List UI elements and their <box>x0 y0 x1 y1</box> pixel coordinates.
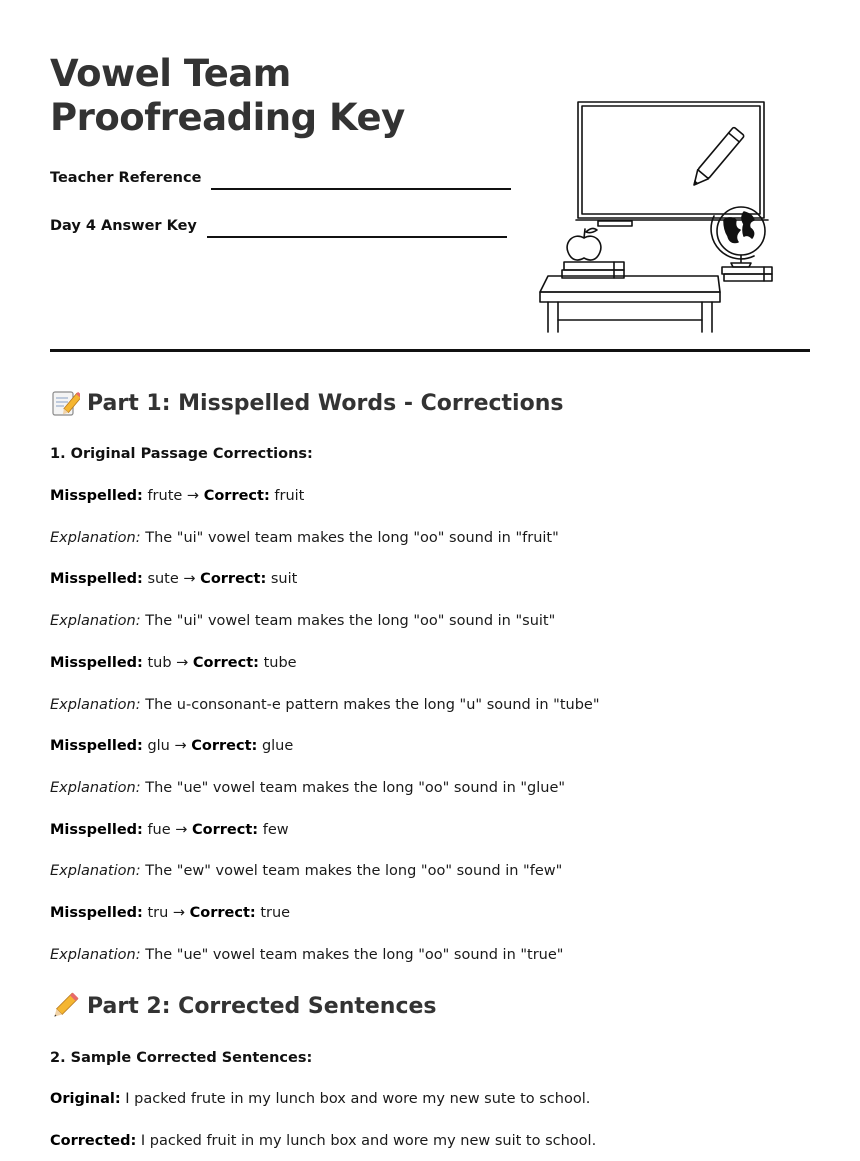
correct-word: tube <box>263 654 297 671</box>
corrected-sentence <box>50 1133 596 1149</box>
pencil-icon <box>689 127 745 190</box>
explanation-row <box>50 530 559 546</box>
answer-key-field <box>50 214 507 238</box>
correct-label: Correct: <box>189 905 256 921</box>
part1-subheading: 1. Original Passage Corrections: <box>50 446 313 462</box>
explanation-text: The u-consonant-e pattern makes the long "u" sound in "tube" <box>145 696 600 713</box>
correct-label: Correct: <box>192 654 259 671</box>
explanation-text: The "ui" vowel team makes the long "oo" sound in "fruit" <box>145 529 559 546</box>
misspelled-row <box>50 655 297 671</box>
arrow-icon: → <box>186 488 200 504</box>
correct-word: glue <box>261 738 294 755</box>
misspelled-row <box>50 488 304 504</box>
answer-key-label: Day 4 Answer Key <box>50 218 197 234</box>
answer-key-line <box>207 214 507 238</box>
original-text: I packed frute in my lunch box and wore my new sute to school. <box>125 1091 591 1107</box>
correct-word: suit <box>270 571 298 588</box>
part1-heading-text: Part 1: Misspelled Words - Corrections <box>87 390 564 416</box>
arrow-icon: → <box>176 654 189 671</box>
explanation-text: The "ew" vowel team makes the long "oo" sound in "few" <box>145 863 563 880</box>
desk-icon <box>540 276 720 332</box>
explanation-row <box>50 613 555 629</box>
page-title <box>50 52 405 140</box>
explanation-label: Explanation: <box>50 613 141 630</box>
explanation-row <box>50 697 599 713</box>
corrected-label: Corrected: <box>50 1133 137 1149</box>
misspelled-label: Misspelled: <box>50 571 143 588</box>
misspelled-label: Misspelled: <box>50 821 143 838</box>
correct-label: Correct: <box>192 821 259 838</box>
original-sentence <box>50 1091 590 1107</box>
misspelled-word: tru <box>147 905 169 921</box>
correct-label: Correct: <box>191 738 258 755</box>
header-divider <box>50 349 810 352</box>
books-right-icon <box>722 267 772 281</box>
explanation-text: The "ue" vowel team makes the long "oo" sound in "true" <box>145 946 564 963</box>
arrow-icon: → <box>175 821 188 838</box>
original-label: Original: <box>50 1091 121 1107</box>
explanation-label: Explanation: <box>50 696 141 713</box>
classroom-illustration <box>538 96 784 336</box>
title-line-2: Proofreading Key <box>50 96 405 139</box>
explanation-label: Explanation: <box>50 863 141 880</box>
arrow-icon: → <box>183 571 196 588</box>
part2-subheading: 2. Sample Corrected Sentences: <box>50 1050 313 1066</box>
part1-heading <box>50 388 563 418</box>
misspelled-word: fue <box>147 821 171 838</box>
misspelled-row <box>50 738 293 754</box>
misspelled-row <box>50 905 290 921</box>
misspelled-label: Misspelled: <box>50 905 143 921</box>
explanation-row <box>50 780 565 796</box>
explanation-text: The "ue" vowel team makes the long "oo" sound in "glue" <box>145 779 566 796</box>
correct-label: Correct: <box>203 488 270 504</box>
correct-word: fruit <box>274 488 305 504</box>
arrow-icon: → <box>174 738 187 755</box>
explanation-row <box>50 863 562 879</box>
teacher-reference-label: Teacher Reference <box>50 170 202 186</box>
misspelled-word: glu <box>147 738 170 755</box>
correct-word: few <box>262 821 289 838</box>
explanation-label: Explanation: <box>50 529 141 546</box>
misspelled-row <box>50 571 297 587</box>
misspelled-word: sute <box>147 571 179 588</box>
title-line-1: Vowel Team <box>50 52 291 95</box>
explanation-text: The "ui" vowel team makes the long "oo" sound in "suit" <box>145 613 556 630</box>
misspelled-word: frute <box>147 488 183 504</box>
teacher-reference-field <box>50 166 511 190</box>
part2-heading-text: Part 2: Corrected Sentences <box>87 993 437 1019</box>
explanation-row <box>50 947 563 963</box>
globe-icon <box>711 207 765 267</box>
corrected-text: I packed fruit in my lunch box and wore my new suit to school. <box>140 1133 597 1149</box>
teacher-reference-line <box>211 166 511 190</box>
pencil-emoji-icon <box>50 991 80 1021</box>
misspelled-label: Misspelled: <box>50 738 143 755</box>
part2-heading <box>50 991 437 1021</box>
correct-label: Correct: <box>200 571 267 588</box>
arrow-icon: → <box>172 905 186 921</box>
misspelled-label: Misspelled: <box>50 654 143 671</box>
apple-icon <box>567 228 601 260</box>
misspelled-row <box>50 822 289 838</box>
memo-icon <box>50 388 80 418</box>
explanation-label: Explanation: <box>50 946 141 963</box>
correct-word: true <box>260 905 291 921</box>
explanation-label: Explanation: <box>50 779 141 796</box>
misspelled-label: Misspelled: <box>50 488 143 504</box>
misspelled-word: tub <box>147 654 172 671</box>
